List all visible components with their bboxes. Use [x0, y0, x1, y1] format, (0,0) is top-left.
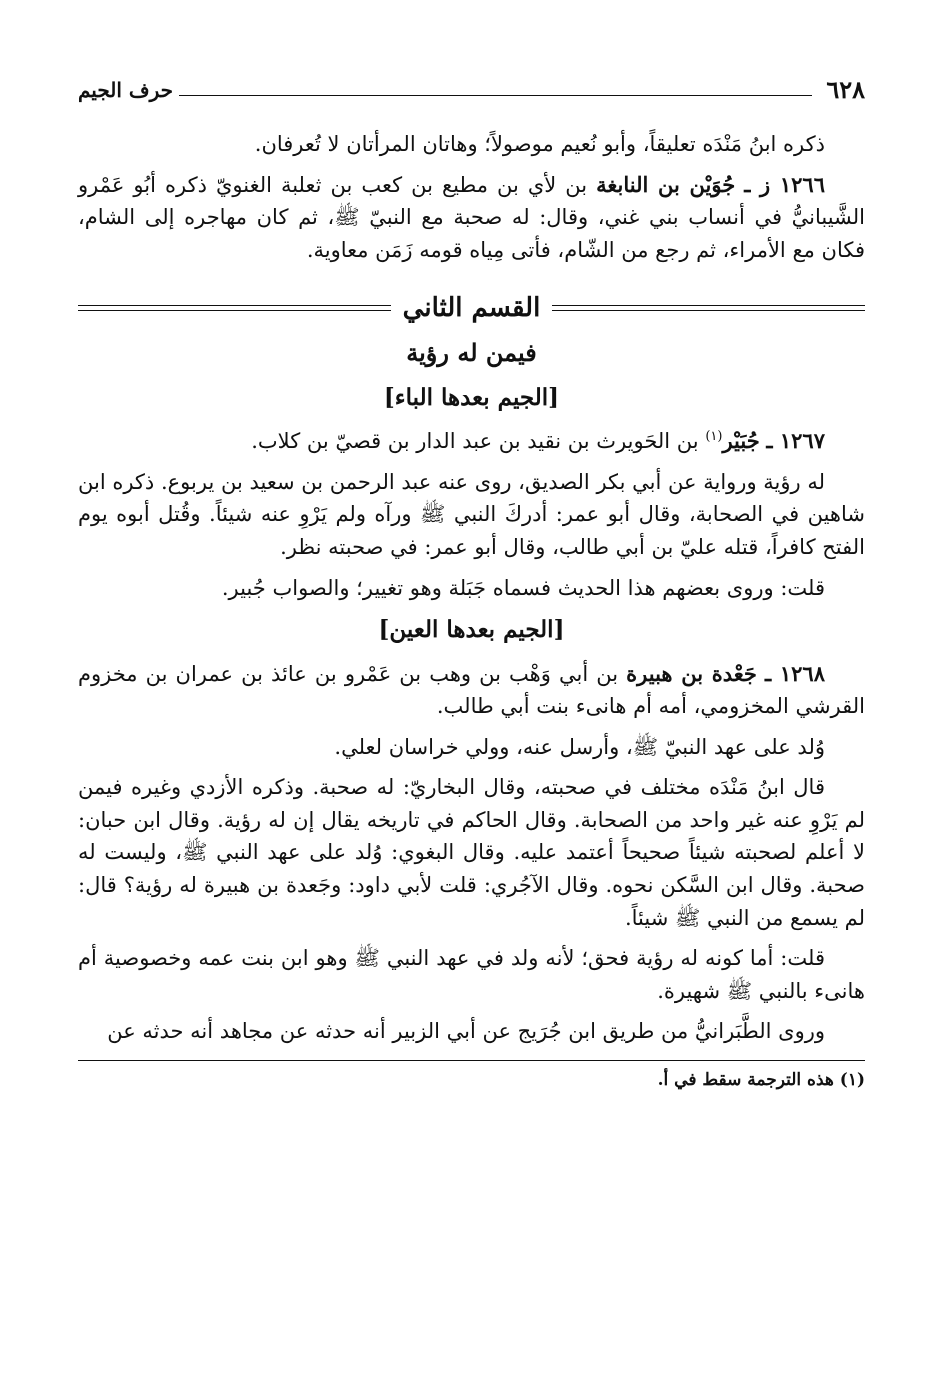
- entry-name: جُبَيْر: [722, 428, 760, 454]
- book-page: [78, 70, 865, 1385]
- entry-name: جَعْدة بن هبيرة: [626, 660, 757, 686]
- entry-number: ١٢٦٨ ـ: [765, 660, 825, 686]
- paragraph-continuation: ذكره ابنُ مَنْدَه تعليقاً، وأبو نُعيم موصولاً؛ وهاتان المرأتان لا تُعرفان.: [254, 132, 825, 156]
- header-rule: [179, 95, 812, 96]
- entry-paragraph: وُلد على عهد النبيّ ﷺ، وأرسل عنه، وولي خراسان لعلي.: [334, 734, 825, 759]
- page-number: ٦٢٨: [826, 75, 865, 105]
- double-rule-right: [552, 305, 865, 311]
- entry-paragraph: قلت: أما كونه له رؤية فحق؛ لأنه ولد في عهد النبي ﷺ وهو ابن بنت عمه وخصوصية أم هانىء بالنبي ﷺ شهيرة.: [78, 946, 865, 1003]
- section-title: القسم الثاني: [402, 293, 541, 324]
- running-head: حرف الجيم: [78, 77, 173, 102]
- footnote: (١) هذه الترجمة سقط في أ.: [657, 1069, 865, 1090]
- entry-number: ١٢٦٧ ـ: [766, 428, 825, 454]
- entry-paragraph: قلت: وروى بعضهم هذا الحديث فسماه جَبَلة وهو تغيير؛ والصواب جُبير.: [221, 575, 825, 600]
- entry-1266: [78, 169, 865, 267]
- entry-name: جُوَيْن بن النابغة: [596, 171, 736, 197]
- entry-text: بن أبي وَهْب بن وهب بن عَمْرو بن عائذ بن عمران بن مخزوم القرشي المخزومي، أمه أم هانىء بنت أبي طالب.: [78, 661, 865, 719]
- entry-number: ١٢٦٦ ز ـ: [744, 171, 825, 197]
- entry-text: بن لأي بن مطيع بن كعب بن ثعلبة الغنويّ ذكره أبُو عَمْرو الشَّيبانيُّ في أنساب بني غني، وقال: له صحبة مع النبيّ ﷺ، ثم كان مهاجره إلى الشام، فكان مع الأمراء، ثم رجع من الشّام، فأتى مِياه قومه زَمَن معاوية.: [78, 172, 865, 262]
- entry-paragraph: قال ابنُ مَنْدَه مختلف في صحبته، وقال البخاريّ: له صحبة. وذكره الأزدي وغيره فيمن لم يَرْوِ عنه غير واحد من الصحابة. وقال الحاكم في تاريخه يقال إن له رؤية. وقال ابن حبان: لا أعلم لصحبته شيئاً صحيحاً أعتمد عليه. وقال البغوي: وُلد على عهد النبي ﷺ، وليست له صحبة. وقال ابن السَّكن نحوه. وقال الآجُري: قلت لأبي داود: وجَعدة بن هبيرة له رؤية؟ قال: لم يسمع من النبي ﷺ شيئاً.: [78, 775, 865, 930]
- section-heading-row: [78, 288, 865, 328]
- entry-1268: [78, 658, 865, 723]
- entry-paragraph: له رؤية ورواية عن أبي بكر الصديق، روى عنه عبد الرحمن بن سعيد بن يربوع. ذكره ابن شاهين في الصحابة، وقال أبو عمر: أدركَ النبي ﷺ ورآه ولم يَرْوِ عنه شيئاً. وقُتل أبوه يوم الفتح كافراً، قتله عليّ بن أبي طالب، وقال أبو عمر: في صحبته نظر.: [78, 469, 865, 559]
- double-rule-left: [78, 305, 391, 311]
- footnote-reference: (١): [705, 429, 723, 445]
- section-subtitle: فيمن له رؤية: [406, 338, 537, 368]
- page-header: [78, 70, 865, 110]
- entry-paragraph: وروى الطَّبَرانيُّ من طريق ابن جُرَيج عن أبي الزبير أنه حدثه عن مجاهد أنه حدثه عن: [107, 1019, 825, 1044]
- subheading-jim-ba: [الجيم بعدها الباء]: [383, 383, 560, 411]
- entry-1267: [78, 425, 865, 458]
- entry-text: بن الحَويرث بن نقيد بن عبد الدار بن قصيّ بن كلاب.: [251, 429, 699, 454]
- footnote-separator: [78, 1060, 865, 1061]
- subheading-jim-ayn: [الجيم بعدها العين]: [378, 616, 565, 644]
